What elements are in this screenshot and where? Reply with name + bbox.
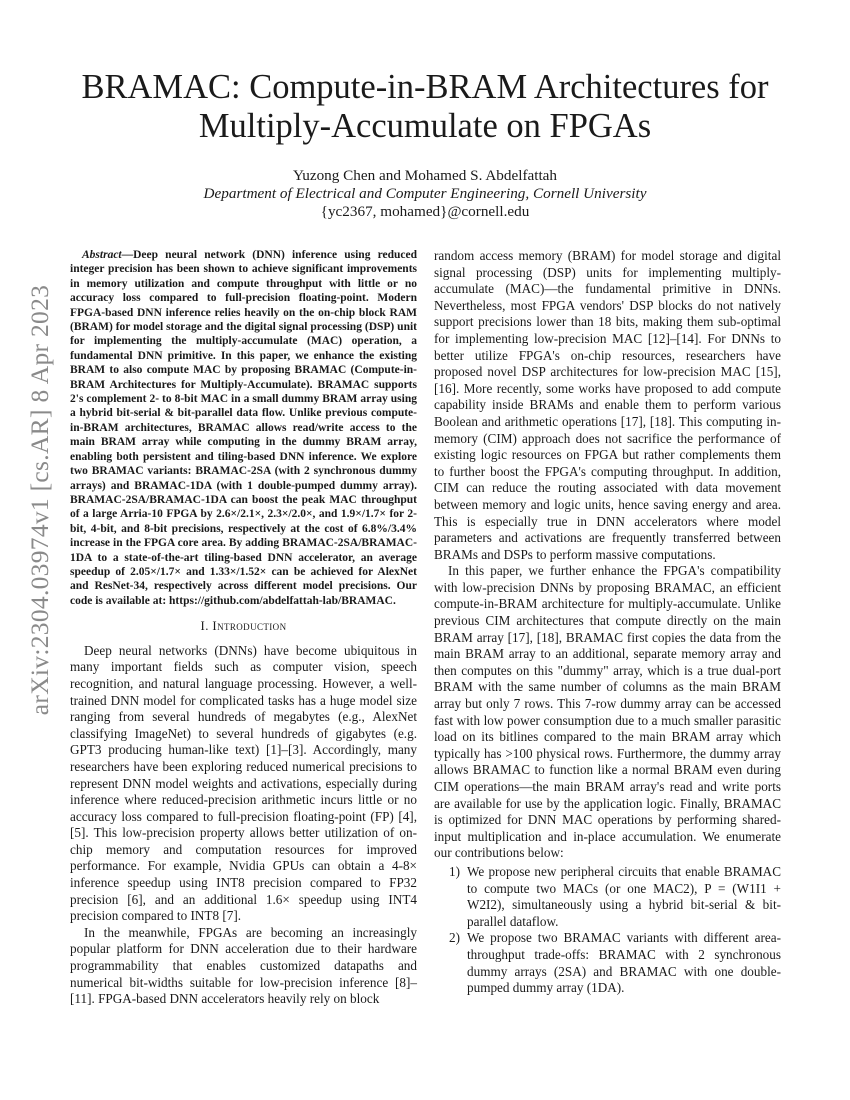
list-item-number: 1) (449, 863, 460, 879)
abstract-label: Abstract (82, 249, 122, 261)
list-item-text: We propose two BRAMAC variants with different area-throughput trade-offs: BRAMAC with 2 synchronous dummy arrays (2SA) and BRAMAC with one double-pumped dummy array (1DA). (467, 930, 781, 996)
paper-email: {yc2367, mohamed}@cornell.edu (320, 203, 530, 220)
paper-title: BRAMAC: Compute-in-BRAM Architectures for Multiply-Accumulate on FPGAs (81, 68, 769, 145)
arxiv-identifier-stamp (20, 284, 60, 716)
paragraph-intro-2: In the meanwhile, FPGAs are becoming an increasingly popular platform for DNN acceleration due to their hardware programmability that enables customized datapaths and numerical bit-widths suitable for low-precision inference [8]–[11]. FPGA-based DNN accelerators heavily rely on block (70, 924, 417, 1007)
paper-affiliation: Department of Electrical and Computer Engineering, Cornell University (203, 185, 647, 202)
abstract-text: —Deep neural network (DNN) inference using reduced integer precision has been shown to achieve significant improvements in memory utilization and compute throughput with little or no accuracy loss compared to full-precision floating-point. Modern FPGA-based DNN inference relies heavily on the on-chip block RAM (BRAM) for model storage and the digital signal processing (DSP) unit for implementing the multiply-accumulate (MAC) operation, a fundamental DNN primitive. In this paper, we enhance the existing BRAM to also compute MAC by proposing BRAMAC (Compute-in-BRAM Architectures for Multiply-Accumulate). BRAMAC supports 2's complement 2- to 8-bit MAC in a small dummy BRAM array using a hybrid bit-serial & bit-parallel data flow. Unlike previous compute-in-BRAM architectures, BRAMAC allows read/write access to the main BRAM array while computing in the dummy BRAM array, enabling both persistent and tiling-based DNN inference. We explore two BRAMAC variants: BRAMAC-2SA (with 2 synchronous dummy arrays) and BRAMAC-1DA (with 1 double-pumped dummy array). BRAMAC-2SA/BRAMAC-1DA can boost the peak MAC throughput of a large Arria-10 FPGA by 2.6×/2.1×, 2.3×/2.0×, and 1.9×/1.7× for 2-bit, 4-bit, and 8-bit precisions, respectively at the cost of 6.8%/3.4% increase in the FPGA core area. By adding BRAMAC-2SA/BRAMAC-1DA to a state-of-the-art tiling-based DNN accelerator, an average speedup of 2.05×/1.7× and 1.33×/1.52× can be achieved for AlexNet and ResNet-34, respectively across different model precisions. Our code is available at: https://github.com/abdelfattah-lab/BRAMAC. (70, 249, 417, 607)
list-item (434, 864, 781, 930)
abstract (70, 248, 417, 608)
right-column (434, 248, 781, 997)
contributions-list (434, 864, 781, 997)
paragraph-intro-3: In this paper, we further enhance the FPGA's compatibility with low-precision DNNs by proposing BRAMAC, an efficient compute-in-BRAM architecture for multiply-accumulate. Unlike previous CIM architectures that compute directly on the main BRAM array [17], [18], BRAMAC first copies the data from the main BRAM array to an additional, separate memory array and then computes on this "dummy" array, which is a true dual-port BRAM with the same number of columns as the main BRAM array but only 7 rows. This 7-row dummy array can be accessed fast with low power consumption due to a much smaller parasitic load on its bitlines compared to the main BRAM array which typically has >100 physical rows. Furthermore, the dummy array allows BRAMAC to function like a normal BRAM even during CIM operations—the main BRAM array's read and write ports are available for use by the application logic. Finally, BRAMAC is optimized for DNN MAC operations by performing shared-input multiplication and in-place accumulation. We enumerate our contributions below: (434, 563, 781, 861)
left-column (70, 248, 417, 1008)
arxiv-identifier-text: arXiv:2304.03974v1 [cs.AR] 8 Apr 2023 (25, 284, 54, 716)
list-item-number: 2) (449, 930, 460, 946)
paper-authors: Yuzong Chen and Mohamed S. Abdelfattah (292, 167, 558, 184)
section-title: Introduction (212, 619, 287, 634)
section-number: I. (200, 619, 209, 634)
section-heading (70, 618, 417, 635)
paragraph-intro-2-continued: random access memory (BRAM) for model storage and digital signal processing (DSP) units for implementing multiply-accumulate (MAC)—the fundamental primitive in DNNs. Nevertheless, most FPGA vendors' DSP blocks do not natively support precisions lower than 18 bits, making them sub-optimal for implementing low-precision MAC [12]–[14]. For DNNs to better utilize FPGA's on-chip resources, researchers have proposed novel DSP architectures for low-precision MAC [15], [16]. More recently, some works have proposed to add compute capability inside BRAMs and enable them to perform various Boolean and arithmetic operations [17], [18]. This computing in-memory (CIM) approach does not sacrifice the performance of existing logic resources on FPGA but rather complements them to further boost the FPGA's computing throughput. In addition, CIM can reduce the routing associated with data movement between memory and logic units, hence saving energy and area. This is especially true in DNN accelerators where model parameters and activations are frequently transferred between BRAMs and DSPs to perform massive computations. (434, 248, 781, 562)
list-item-text: We propose new peripheral circuits that enable BRAMAC to compute two MACs (or one MAC2), P = (W1I1 + W2I2), simultaneously using a hybrid bit-serial & bit-parallel dataflow. (467, 863, 781, 929)
paragraph-intro-1: Deep neural networks (DNNs) have become ubiquitous in many important fields such as computer vision, speech recognition, and natural language processing. However, a well-trained DNN model for complicated tasks has a huge model size ranging from several hundreds of megabytes (e.g., AlexNet classifying ImageNet) to several hundreds of gigabytes (e.g. GPT3 producing human-like text) [1]–[3]. Accordingly, many researchers have been exploring reduced numerical precisions to represent DNN model weights and activations, especially during inference where reduced-precision arithmetic incurs little or no accuracy loss compared to full-precision floating-point (FP) [4], [5]. This low-precision property allows better utilization of on-chip memory and computation resources for improved performance. For example, Nvidia GPUs can obtain a 4-8× inference speedup using INT8 precision compared to FP32 precision [6], and an additional 1.6× speedup using INT4 precision compared to INT8 [7]. (70, 642, 417, 924)
list-item (434, 930, 781, 996)
